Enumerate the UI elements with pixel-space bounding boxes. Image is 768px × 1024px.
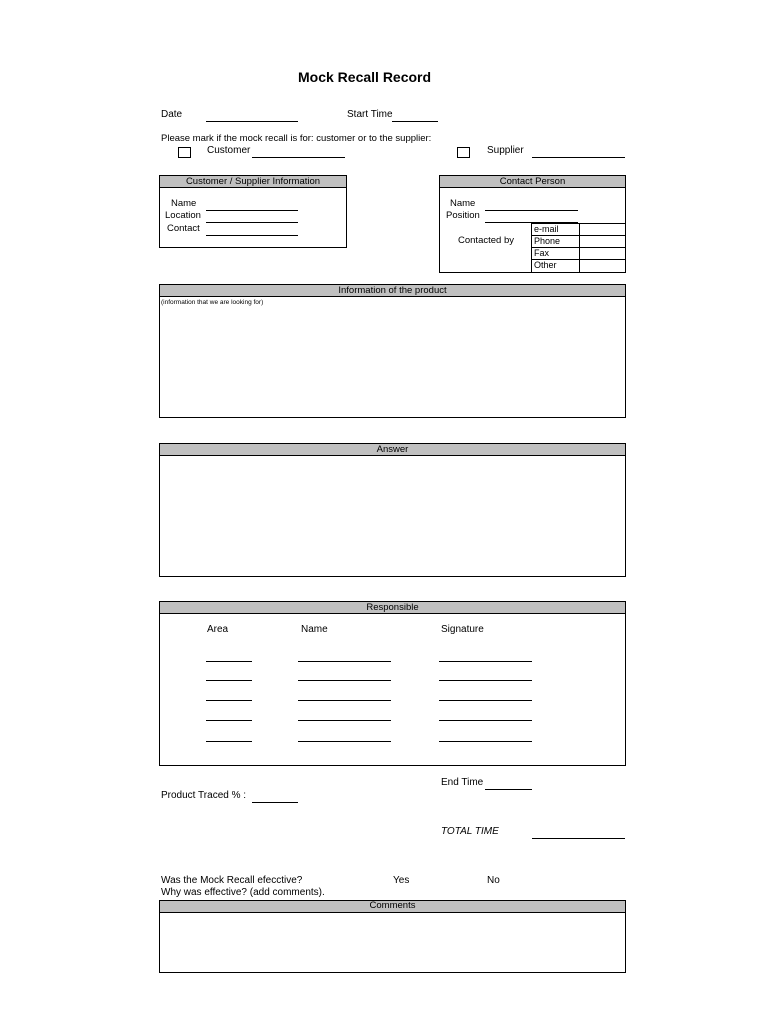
no-option[interactable]: No [487,875,500,886]
product-traced-label: Product Traced % : [161,790,247,801]
answer-box[interactable] [159,443,626,577]
method-fax: Fax [531,247,580,260]
supplier-field[interactable] [532,157,625,158]
customer-info-heading: Customer / Supplier Information [159,175,347,188]
method-other-value[interactable] [579,259,626,273]
responsible-signature-field[interactable] [439,700,532,701]
method-other: Other [531,259,580,273]
total-time-field[interactable] [532,838,625,839]
start-time-label: Start Time [347,109,393,120]
responsible-signature-header: Signature [441,624,484,635]
customer-name-field[interactable] [206,210,298,211]
responsible-area-field[interactable] [206,661,252,662]
contact-person-heading: Contact Person [439,175,626,188]
customer-checkbox[interactable] [178,147,191,158]
method-email: e-mail [531,223,580,236]
date-label: Date [161,109,183,120]
responsible-signature-field[interactable] [439,720,532,721]
responsible-area-header: Area [207,624,229,635]
responsible-name-field[interactable] [298,680,391,681]
responsible-heading: Responsible [159,601,626,614]
responsible-name-field[interactable] [298,661,391,662]
date-field[interactable] [206,121,298,122]
responsible-signature-field[interactable] [439,741,532,742]
end-time-label: End Time [441,777,484,788]
answer-heading: Answer [159,443,626,456]
responsible-name-field[interactable] [298,700,391,701]
product-info-note: (information that we are looking for) [161,299,264,306]
comments-heading: Comments [159,900,626,913]
responsible-signature-field[interactable] [439,661,532,662]
why-effective-label: Why was effective? (add comments). [161,887,325,898]
contact-name-label: Name [450,198,476,209]
customer-location-label: Location [165,210,201,221]
responsible-name-field[interactable] [298,741,391,742]
product-traced-field[interactable] [252,802,298,803]
yes-option[interactable]: Yes [393,875,410,886]
mark-instruction: Please mark if the mock recall is for: customer or to the supplier: [161,133,432,144]
customer-field[interactable] [252,157,345,158]
responsible-signature-field[interactable] [439,680,532,681]
customer-contact-label: Contact [167,223,200,234]
page-title: Mock Recall Record [298,69,432,85]
product-info-heading: Information of the product [159,284,626,297]
start-time-field[interactable] [392,121,438,122]
responsible-area-field[interactable] [206,741,252,742]
customer-contact-field[interactable] [206,235,298,236]
contacted-by-label: Contacted by [458,235,514,246]
customer-location-field[interactable] [206,222,298,223]
effective-question: Was the Mock Recall efecctive? [161,875,303,886]
responsible-name-header: Name [301,624,328,635]
customer-name-label: Name [171,198,197,209]
responsible-area-field[interactable] [206,720,252,721]
supplier-checkbox[interactable] [457,147,470,158]
end-time-field[interactable] [485,789,532,790]
supplier-label: Supplier [487,145,524,156]
contact-name-field[interactable] [485,210,578,211]
method-phone: Phone [531,235,580,248]
total-time-label: TOTAL TIME [441,826,499,837]
responsible-area-field[interactable] [206,700,252,701]
responsible-area-field[interactable] [206,680,252,681]
responsible-name-field[interactable] [298,720,391,721]
customer-label: Customer [207,145,251,156]
contact-position-label: Position [446,210,480,221]
